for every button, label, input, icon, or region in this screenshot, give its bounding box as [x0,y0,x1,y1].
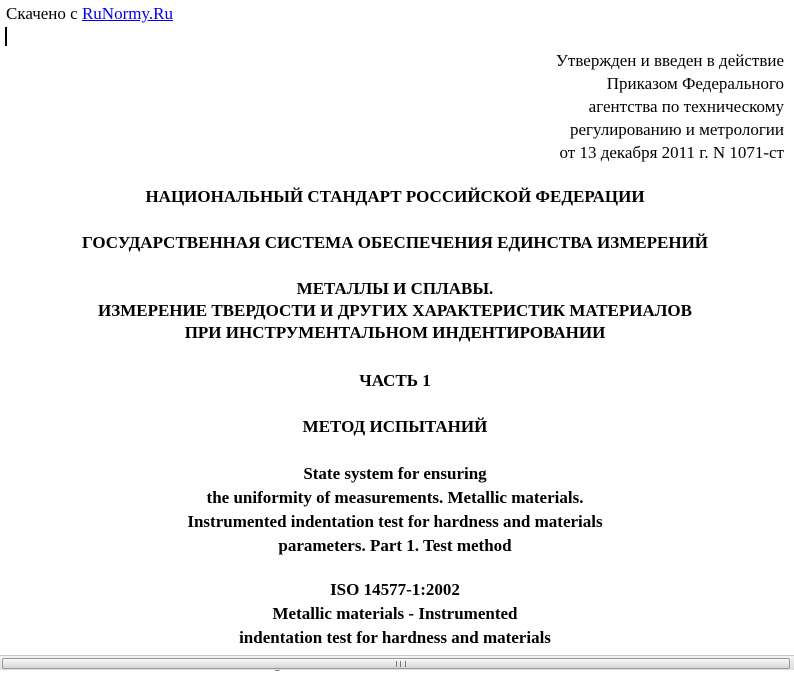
source-link[interactable]: RuNormy.Ru [81,4,173,23]
english-title-line: Instrumented indentation test for hardness and materials [187,512,603,531]
document-title [0,278,790,344]
text-cursor [5,27,7,46]
scrollbar-thumb[interactable] [2,658,790,669]
standard-type-heading: НАЦИОНАЛЬНЫЙ СТАНДАРТ РОССИЙСКОЙ ФЕДЕРАЦИИ [145,187,645,206]
approval-line: регулированию и метрологии [569,120,784,139]
title-line: ИЗМЕРЕНИЕ ТВЕРДОСТИ И ДРУГИХ ХАРАКТЕРИСТИК МАТЕРИАЛОВ [98,301,692,320]
system-title-heading: ГОСУДАРСТВЕННАЯ СИСТЕМА ОБЕСПЕЧЕНИЯ ЕДИНСТВА ИЗМЕРЕНИЙ [81,233,709,252]
grip-icon [396,661,406,667]
iso-line: Metallic materials - Instrumented [272,604,518,623]
approval-block [556,49,784,164]
part-heading: ЧАСТЬ 1 [359,371,431,390]
source-prefix: Скачено с [6,4,82,23]
title-line: ПРИ ИНСТРУМЕНТАЛЬНОМ ИНДЕНТИРОВАНИИ [184,323,606,342]
source-line [6,4,173,24]
iso-line: indentation test for hardness and materials [239,628,551,647]
iso-line: ISO 14577-1:2002 [330,580,460,599]
approval-line: Приказом Федерального [606,74,784,93]
approval-line: Утвержден и введен в действие [555,51,784,70]
english-title-line: State system for ensuring [303,464,487,483]
approval-line: агентства по техническому [588,97,784,116]
horizontal-scrollbar[interactable] [0,655,794,670]
approval-line: от 13 декабря 2011 г. N 1071-ст [559,143,784,162]
english-title [0,462,790,558]
method-heading: МЕТОД ИСПЫТАНИЙ [302,417,488,436]
english-title-line: parameters. Part 1. Test method [278,536,512,555]
title-line: МЕТАЛЛЫ И СПЛАВЫ. [296,279,494,298]
english-title-line: the uniformity of measurements. Metallic materials. [206,488,584,507]
